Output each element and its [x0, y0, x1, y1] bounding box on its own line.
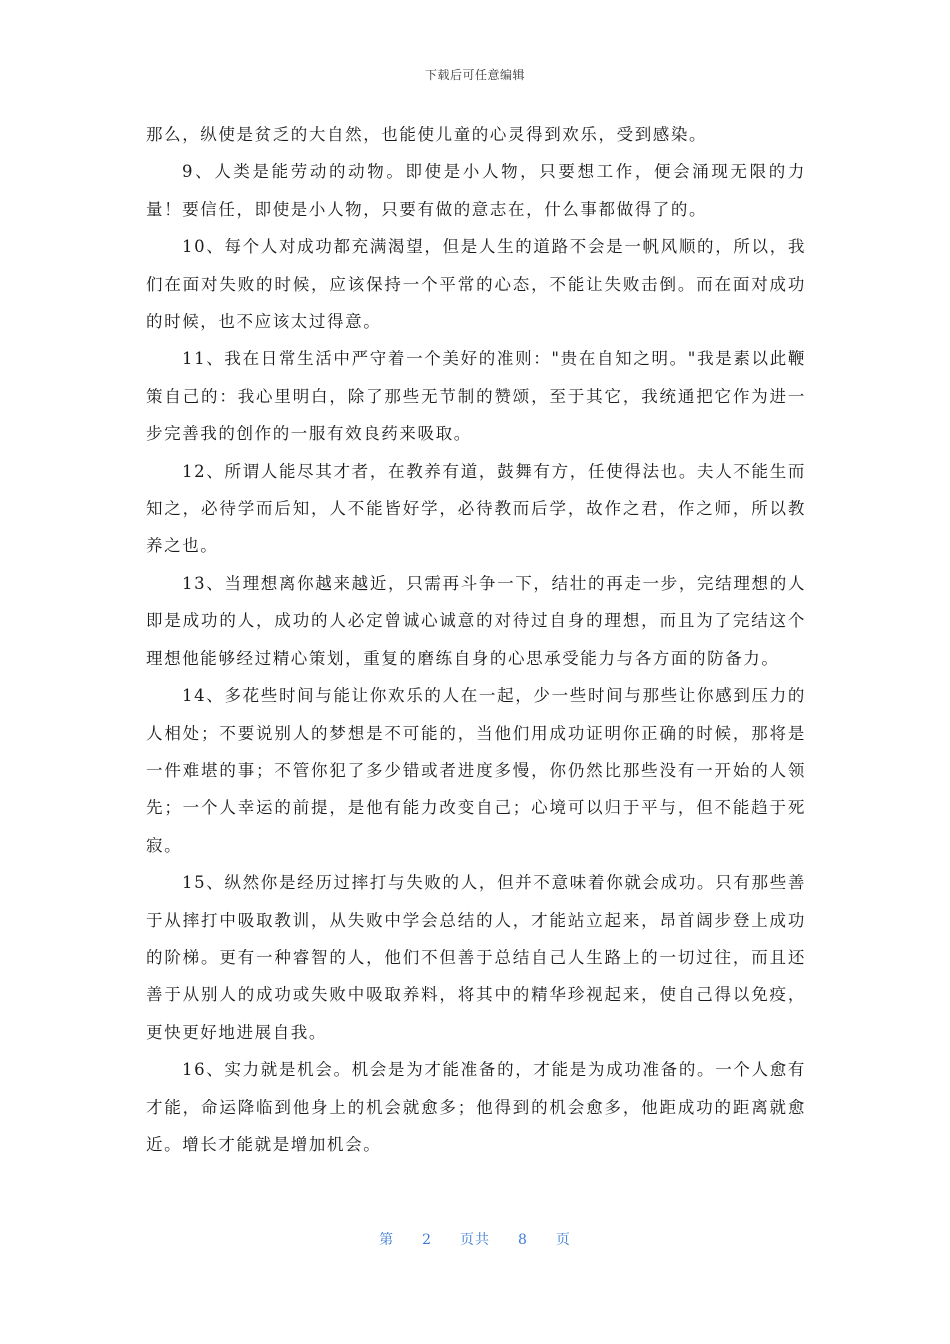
page-header: 下载后可任意编辑 [424, 68, 525, 82]
page-suffix: 页 [555, 1232, 571, 1248]
paragraph: 14、多花些时间与能让你欢乐的人在一起，少一些时间与那些让你感到压力的人相处；不要说别人的梦想是不可能的，当他们用成功证明你正确的时候，那将是一件难堪的事；不管你犯了多少错或者进度多慢，你仍然比那些没有一开始的人领先；一个人幸运的前提，是他有能力改变自己；心境可以归于平与，但不能趋于死寂。 [146, 686, 806, 855]
paragraph: 13、当理想离你越来越近，只需再斗争一下，结壮的再走一步，完结理想的人即是成功的人，成功的人必定曾诚心诚意的对待过自身的理想，而且为了完结这个理想他能够经过精心策划，重复的磨练自身的心思承受能力与各方面的防备力。 [146, 573, 806, 668]
page-footer [0, 1229, 950, 1249]
page-label: 第 [379, 1232, 395, 1248]
paragraph: 那么，纵使是贫乏的大自然，也能使儿童的心灵得到欢乐，受到感染。 [146, 125, 708, 144]
page-current: 2 [422, 1232, 432, 1248]
paragraph: 9、人类是能劳动的动物。即使是小人物，只要想工作，便会涌现无限的力量！要信任，即使是小人物，只要有做的意志在，什么事都做得了的。 [146, 162, 806, 219]
page-total: 8 [518, 1232, 528, 1248]
document-body [146, 116, 806, 1163]
paragraph: 15、纵然你是经历过摔打与失败的人，但并不意味着你就会成功。只有那些善于从摔打中吸取教训，从失败中学会总结的人，才能站立起来，昂首阔步登上成功的阶梯。更有一种睿智的人，他们不但善于总结自己人生路上的一切过往，而且还善于从别人的成功或失败中吸取养料，将其中的精华珍视起来，使自己得以免疫，更快更好地进展自我。 [146, 873, 806, 1042]
paragraph: 16、实力就是机会。机会是为才能准备的，才能是为成功准备的。一个人愈有才能，命运降临到他身上的机会就愈多；他得到的机会愈多，他距成功的距离就愈近。增长才能就是增加机会。 [146, 1060, 806, 1154]
paragraph: 11、我在日常生活中严守着一个美好的准则："贵在自知之明。"我是素以此鞭策自己的：我心里明白，除了那些无节制的赞颂，至于其它，我统通把它作为进一步完善我的创作的一服有效良药来吸取。 [146, 349, 806, 444]
paragraph: 12、所谓人能尽其才者，在教养有道，鼓舞有方，任使得法也。夫人不能生而知之，必待学而后知，人不能皆好学，必待教而后学，故作之君，作之师，所以教养之也。 [146, 461, 806, 556]
total-label: 页共 [460, 1232, 490, 1248]
paragraph: 10、每个人对成功都充满渴望，但是人生的道路不会是一帆风顺的，所以，我们在面对失败的时候，应该保持一个平常的心态，不能让失败击倒。而在面对成功的时候，也不应该太过得意。 [146, 237, 806, 332]
